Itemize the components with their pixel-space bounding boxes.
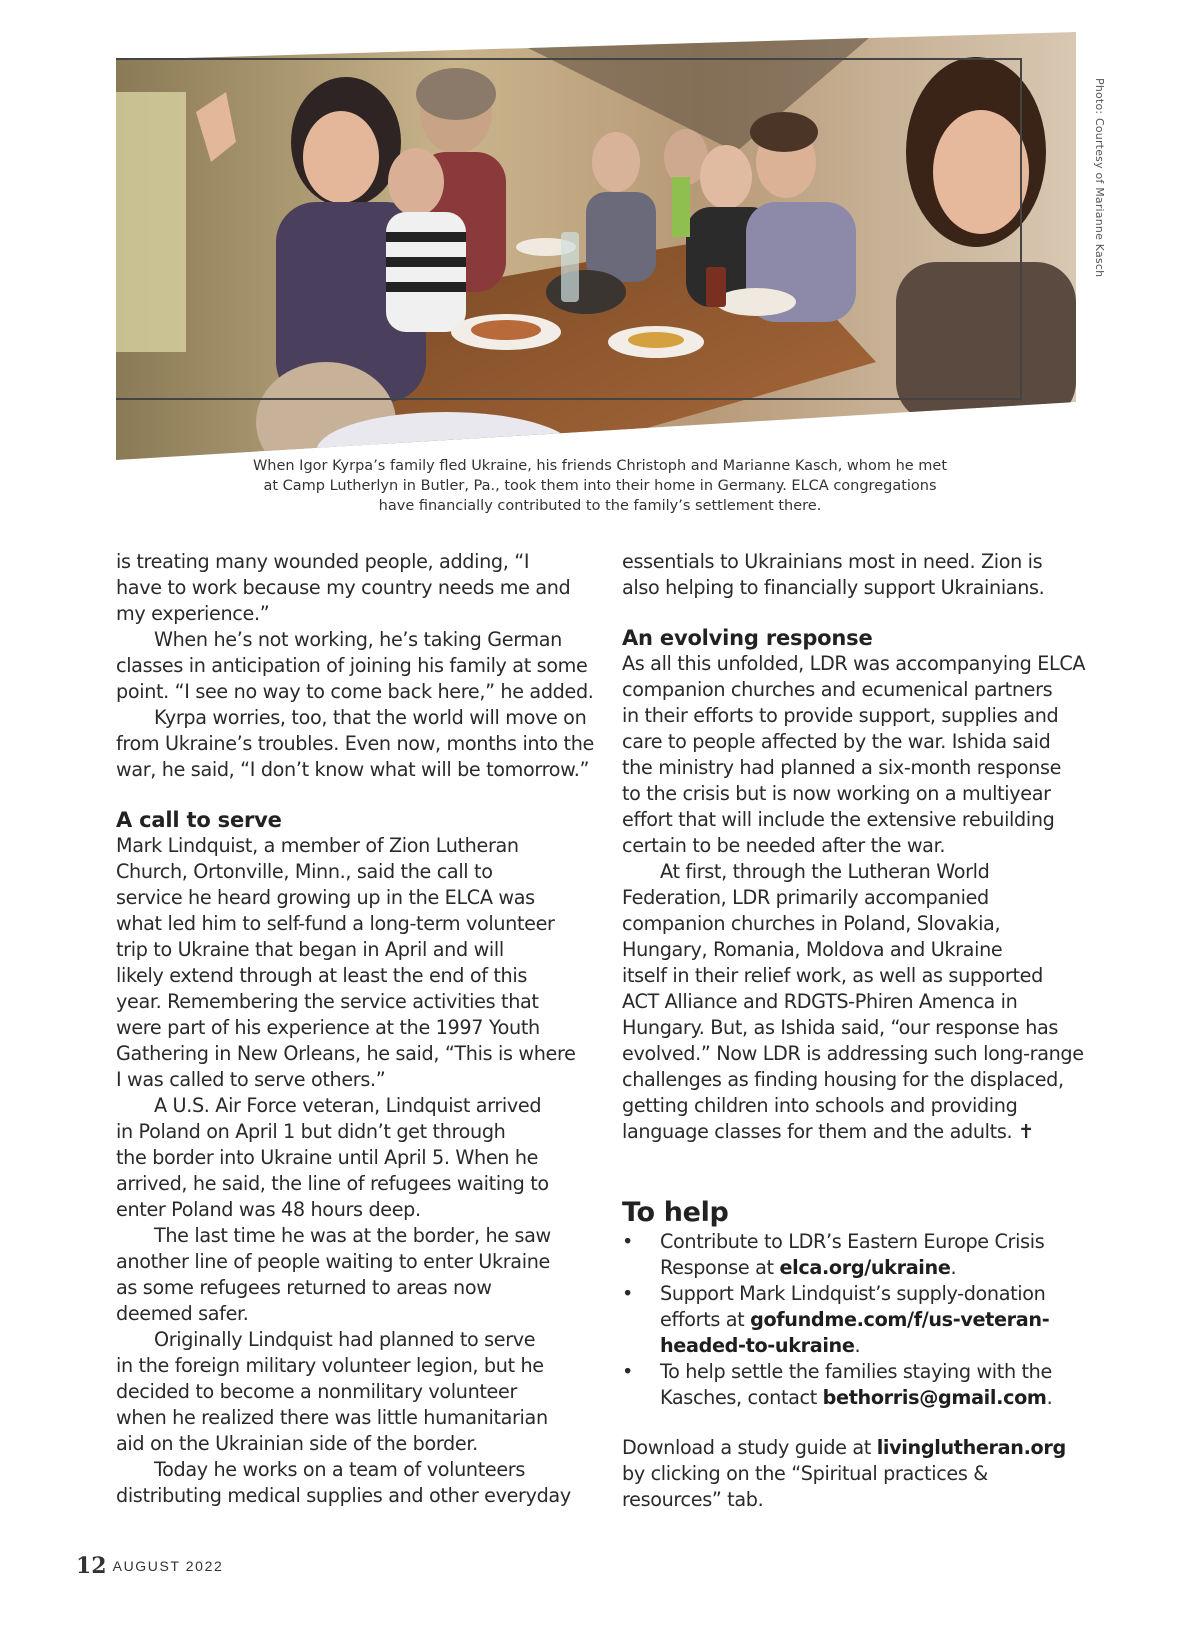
body-line: aid on the Ukrainian side of the border.: [116, 1432, 478, 1455]
page-footer: [76, 1553, 223, 1579]
body-line: in their efforts to provide support, supplies and: [622, 704, 1059, 727]
help-list: [622, 1229, 1102, 1411]
body-line: when he realized there was little humanitarian: [116, 1406, 548, 1429]
body-line: as some refugees returned to areas now: [116, 1276, 492, 1299]
body-line: from Ukraine’s troubles. Even now, months into the: [116, 732, 594, 755]
body-line: Hungary. But, as Ishida said, “our response has: [622, 1016, 1059, 1039]
help-item-text: To help settle the families staying with the: [660, 1360, 1052, 1383]
body-line: itself in their relief work, as well as supported: [622, 964, 1043, 987]
body-line: Church, Ortonville, Minn., said the call to: [116, 860, 493, 883]
cross-icon: ✝: [1017, 1120, 1034, 1143]
help-item: [622, 1359, 1102, 1411]
body-line: challenges as finding housing for the displaced,: [622, 1068, 1064, 1091]
body-line: I was called to serve others.”: [116, 1068, 386, 1091]
body-line: As all this unfolded, LDR was accompanying ELCA: [622, 652, 1086, 675]
left-column: [116, 549, 592, 1509]
body-line: my experience.”: [116, 602, 270, 625]
body-line: effort that will include the extensive rebuilding: [622, 808, 1055, 831]
body-line: ACT Alliance and RDGTS-Phiren Amenca in: [622, 990, 1018, 1013]
to-help-heading: To help: [622, 1197, 729, 1228]
help-item: [622, 1229, 1102, 1281]
body-line: When he’s not working, he’s taking German: [154, 628, 562, 651]
body-line: decided to become a nonmilitary volunteer: [116, 1380, 518, 1403]
body-line: distributing medical supplies and other everyday: [116, 1484, 571, 1507]
body-line: service he heard growing up in the ELCA was: [116, 886, 535, 909]
body-line: certain to be needed after the war.: [622, 834, 946, 857]
punctuation: .: [1046, 1386, 1053, 1409]
body-line: the ministry had planned a six-month response: [622, 756, 1062, 779]
caption-line: at Camp Lutherlyn in Butler, Pa., took them into their home in Germany. ELCA congregations: [263, 478, 937, 494]
body-line: [622, 1119, 1102, 1145]
body-line: what led him to self-fund a long-term volunteer: [116, 912, 555, 935]
link-gofundme[interactable]: gofundme.com/f/us-veteran-: [750, 1308, 1050, 1331]
body-line: evolved.” Now LDR is addressing such long-range: [622, 1042, 1084, 1065]
issue-date: AUGUST 2022: [112, 1558, 224, 1574]
study-guide-line: [622, 1435, 1102, 1461]
photo-credit: Photo: Courtesy of Marianne Kasch: [1093, 78, 1106, 278]
body-line: Mark Lindquist, a member of Zion Lutheran: [116, 834, 519, 857]
body-line: companion churches and ecumenical partners: [622, 678, 1053, 701]
body-line: The last time he was at the border, he saw: [154, 1224, 551, 1247]
help-item-text: Response at: [660, 1256, 780, 1279]
body-line: the border into Ukraine until April 5. When he: [116, 1146, 539, 1169]
body-line: getting children into schools and providing: [622, 1094, 1018, 1117]
body-line: trip to Ukraine that began in April and will: [116, 938, 504, 961]
link-livinglutheran[interactable]: livinglutheran.org: [876, 1436, 1066, 1459]
link-elca-ukraine[interactable]: elca.org/ukraine: [779, 1256, 951, 1279]
study-guide-line: resources” tab.: [622, 1488, 764, 1511]
link-email[interactable]: bethorris@gmail.com: [822, 1386, 1047, 1409]
bullet-icon: •: [622, 1282, 633, 1305]
body-line: also helping to financially support Ukrainians.: [622, 576, 1045, 599]
bullet-icon: •: [622, 1230, 633, 1253]
photo-caption: [240, 456, 960, 516]
body-line: care to people affected by the war. Ishida said: [622, 730, 1051, 753]
feature-photo: [116, 32, 1088, 460]
body-line: companion churches in Poland, Slovakia,: [622, 912, 1001, 935]
body-line: deemed safer.: [116, 1302, 249, 1325]
body-line: to the crisis but is now working on a multiyear: [622, 782, 1051, 805]
right-column: [622, 549, 1102, 1513]
body-line: classes in anticipation of joining his family at some: [116, 654, 588, 677]
body-line: arrived, he said, the line of refugees waiting to: [116, 1172, 549, 1195]
body-line: another line of people waiting to enter Ukraine: [116, 1250, 550, 1273]
body-line: were part of his experience at the 1997 Youth: [116, 1016, 540, 1039]
study-text: Download a study guide at: [622, 1436, 877, 1459]
body-line: in Poland on April 1 but didn’t get through: [116, 1120, 506, 1143]
body-line: in the foreign military volunteer legion, but he: [116, 1354, 544, 1377]
caption-line: have financially contributed to the family’s settlement there.: [378, 498, 822, 514]
help-item-text: efforts at: [660, 1308, 751, 1331]
body-line: Hungary, Romania, Moldova and Ukraine: [622, 938, 1003, 961]
bullet-icon: •: [622, 1360, 633, 1383]
family-dinner-photo: [116, 32, 1088, 460]
body-line: essentials to Ukrainians most in need. Zion is: [622, 550, 1043, 573]
body-line: Federation, LDR primarily accompanied: [622, 886, 989, 909]
body-line: point. “I see no way to come back here,” he added.: [116, 680, 594, 703]
body-line: Today he works on a team of volunteers: [154, 1458, 525, 1481]
body-line: Kyrpa worries, too, that the world will move on: [154, 706, 587, 729]
help-item-text: Support Mark Lindquist’s supply-donation: [660, 1282, 1046, 1305]
punctuation: .: [854, 1334, 861, 1357]
help-item-text: Kasches, contact: [660, 1386, 823, 1409]
body-line: At first, through the Lutheran World: [660, 860, 990, 883]
help-item: [622, 1281, 1102, 1359]
link-gofundme-cont[interactable]: headed-to-ukraine: [660, 1334, 855, 1357]
study-guide-line: by clicking on the “Spiritual practices &: [622, 1462, 988, 1485]
punctuation: .: [950, 1256, 957, 1279]
body-line: have to work because my country needs me and: [116, 576, 571, 599]
help-item-text: Contribute to LDR’s Eastern Europe Crisis: [660, 1230, 1045, 1253]
caption-line: When Igor Kyrpa’s family fled Ukraine, his friends Christoph and Marianne Kasch, whom he met: [252, 458, 948, 474]
section-heading: An evolving response: [622, 626, 873, 650]
body-line: is treating many wounded people, adding, “I: [116, 550, 530, 573]
body-line: war, he said, “I don’t know what will be tomorrow.”: [116, 758, 590, 781]
body-line: enter Poland was 48 hours deep.: [116, 1198, 421, 1221]
body-line: likely extend through at least the end of this: [116, 964, 527, 987]
body-line: Originally Lindquist had planned to serve: [154, 1328, 536, 1351]
body-line: year. Remembering the service activities that: [116, 990, 539, 1013]
body-text: language classes for them and the adults.: [622, 1120, 1013, 1143]
body-line: A U.S. Air Force veteran, Lindquist arrived: [154, 1094, 542, 1117]
body-line: Gathering in New Orleans, he said, “This is where: [116, 1042, 576, 1065]
section-heading: A call to serve: [116, 808, 282, 832]
page-number: 12: [76, 1553, 107, 1579]
